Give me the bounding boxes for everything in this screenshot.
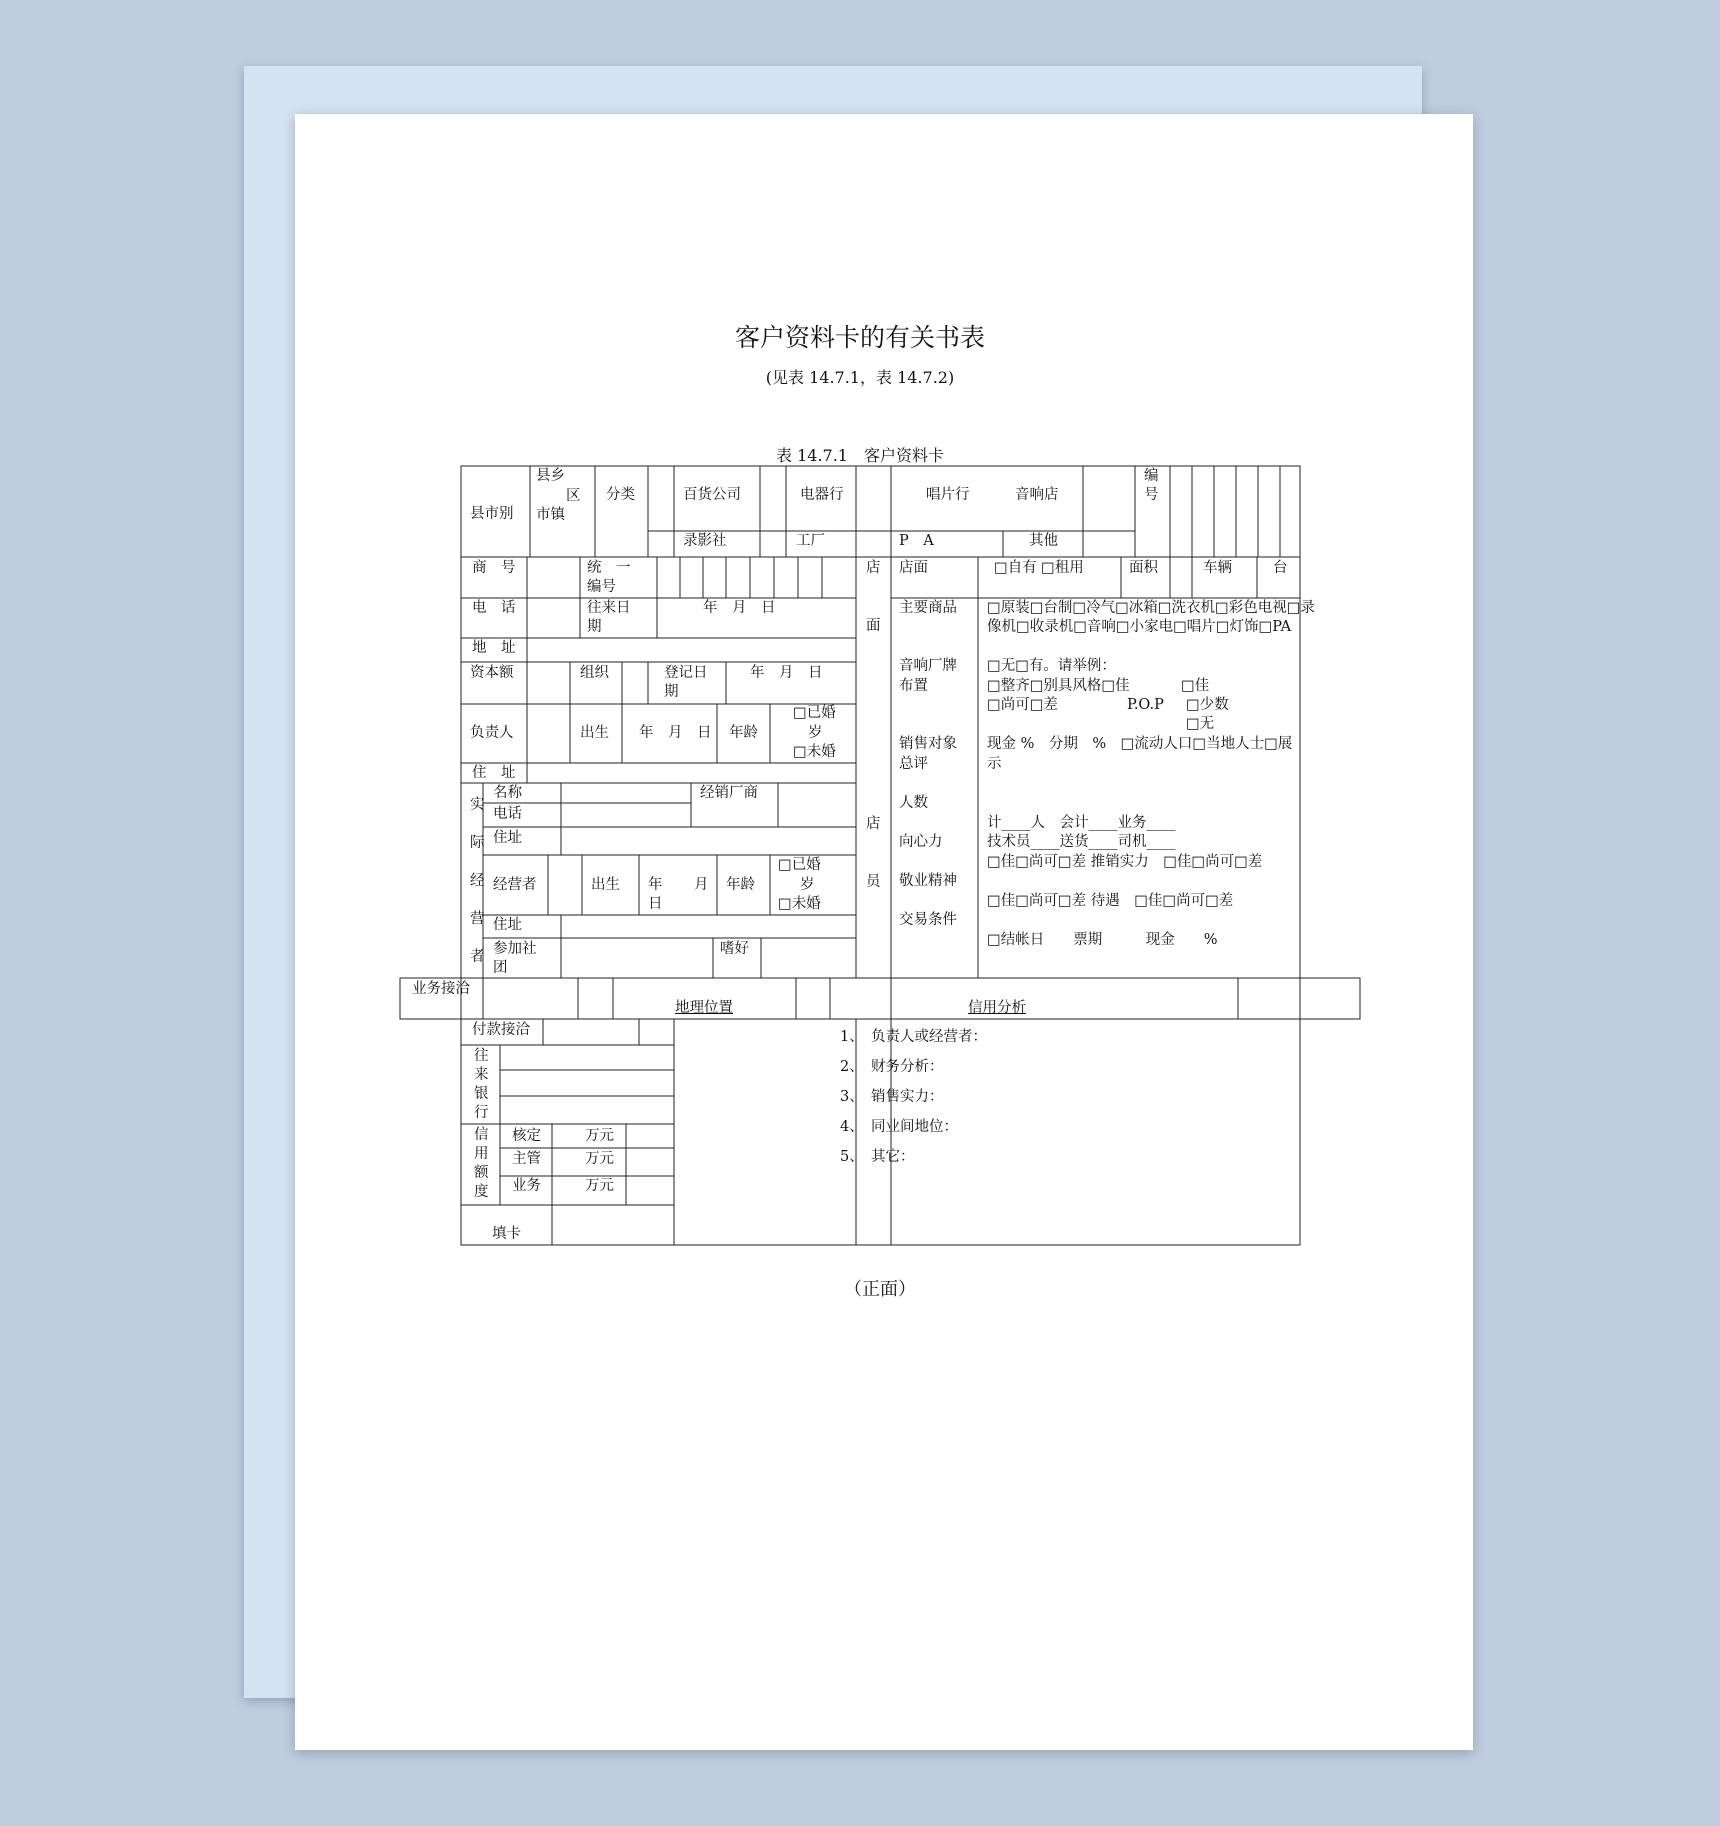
since-date-label: 往来日期 <box>587 600 631 635</box>
staff-col-store: 店 <box>866 816 881 832</box>
store-side-label: 店 <box>866 560 881 576</box>
pop-none: □无 <box>1186 716 1215 732</box>
op-phone-label: 电话 <box>493 806 522 822</box>
operator-year: 年 <box>648 877 663 893</box>
operator-age-label: 年龄 <box>726 877 755 893</box>
business-contact-label: 业务接洽 <box>412 981 470 997</box>
number-label: 编号 <box>1144 468 1159 503</box>
credit-item-2: 2、 财务分析： <box>840 1059 944 1075</box>
main-goods-label: 主要商品 <box>899 600 957 616</box>
operator-unmarried-checkbox: □未婚 <box>778 896 821 912</box>
storefront-owned: □自有 <box>994 560 1037 576</box>
vehicles-label: 车辆 <box>1203 560 1232 576</box>
brand-label-line1: 音响厂牌 <box>899 658 957 674</box>
category-video-shop: 录影社 <box>683 533 727 549</box>
county-city-label: 县市别 <box>470 506 514 522</box>
main-goods-line2: 像机□收录机□音响□小家电□唱片□灯饰□PA <box>987 619 1292 635</box>
township-label-line1: 县乡 <box>536 468 565 484</box>
capital-label: 资本额 <box>470 665 514 681</box>
credit-item-5: 5、 其它： <box>840 1149 915 1165</box>
brand-line2: □整齐□别具风格□佳 <box>987 678 1130 694</box>
township-label-line2: 区 <box>566 488 581 504</box>
vehicles-unit: 台 <box>1273 560 1288 576</box>
dedication-line: □佳□尚可□差 待遇 □佳□尚可□差 <box>987 893 1234 909</box>
sales-target-label-line2: 总评 <box>899 756 928 772</box>
table-caption: 表 14.7.1 客户资料卡 <box>776 446 944 465</box>
address-label: 地 址 <box>472 640 516 656</box>
operator-month: 月 <box>694 877 709 893</box>
operator-birth-label: 出生 <box>591 877 620 893</box>
sales-target-label-line1: 销售对象 <box>899 736 957 752</box>
category-audio-shop: 音响店 <box>1015 487 1059 503</box>
op-dealer-label: 经销厂商 <box>700 785 758 801</box>
married-checkbox: □已婚 <box>793 705 836 721</box>
since-date-ymd: 年 月 日 <box>703 600 776 616</box>
hobby-label: 嗜好 <box>720 941 749 957</box>
front-side-label: （正面） <box>844 1279 916 1300</box>
fill-card-label: 填卡 <box>492 1226 521 1242</box>
brand-good: □佳 <box>1181 678 1210 694</box>
centripetal-label: 向心力 <box>899 834 943 850</box>
sales-target-line2: 示 <box>987 756 1002 772</box>
centripetal-line: □佳□尚可□差 推销实力 □佳□尚可□差 <box>987 854 1263 870</box>
pop-few: □少数 <box>1186 697 1229 713</box>
operator-married-checkbox: □已婚 <box>778 857 821 873</box>
credit-item-1: 1、 负责人或经营者： <box>840 1029 987 1045</box>
document-title: 客户资料卡的有关书表 <box>734 323 985 352</box>
actual-operator-label: 实际经营者 <box>470 797 485 965</box>
sales-target-line1: 现金 % 分期 % □流动人口□当地人士□展 <box>987 736 1293 752</box>
staff-count-label: 人数 <box>899 795 928 811</box>
category-factory: 工厂 <box>796 533 825 549</box>
brand-line1: □无□有。请举例： <box>987 658 1116 674</box>
category-pa: P A <box>899 533 934 549</box>
credit-item-4: 4、 同业间地位： <box>840 1119 958 1135</box>
join-club-label: 参加社团 <box>493 941 537 976</box>
op-name-label: 名称 <box>493 785 522 801</box>
document-subtitle: (见表 14.7.1，表 14.7.2) <box>765 368 955 387</box>
area-label: 面积 <box>1129 560 1158 576</box>
reg-date-label: 登记日期 <box>664 665 708 700</box>
op-address-label: 住址 <box>493 830 522 846</box>
phone-label: 电 话 <box>472 600 516 616</box>
category-label: 分类 <box>606 487 635 503</box>
credit-approved-unit: 万元 <box>585 1128 614 1144</box>
geo-location-heading: 地理位置 <box>675 1000 733 1016</box>
bank-label: 往来银行 <box>474 1048 489 1121</box>
operator-label: 经营者 <box>493 877 537 893</box>
trade-terms-line: □结帐日 票期 现金 % <box>987 932 1218 948</box>
credit-manager-label: 主管 <box>512 1151 541 1167</box>
category-other: 其他 <box>1029 533 1058 549</box>
storefront-label: 店面 <box>899 560 928 576</box>
trade-terms-label: 交易条件 <box>899 912 957 928</box>
operator-day: 日 <box>648 896 663 912</box>
operator-age-unit: 岁 <box>800 877 815 893</box>
credit-manager-unit: 万元 <box>585 1151 614 1167</box>
staff-count-line2: 技术员____送货____司机____ <box>987 834 1176 850</box>
brand-label-line2: 布置 <box>899 678 928 694</box>
credit-item-3: 3、 销售实力： <box>840 1089 944 1105</box>
responsible-label: 负责人 <box>470 725 514 741</box>
township-label-line3: 市镇 <box>536 507 565 523</box>
age-unit: 岁 <box>808 725 823 741</box>
reg-date-ymd: 年 月 日 <box>750 665 823 681</box>
storefront-rented: □租用 <box>1041 560 1084 576</box>
unified-number-label: 统 一 编号 <box>587 560 645 595</box>
main-goods-line1: □原装□台制□冷气□冰箱□洗衣机□彩色电视□录 <box>987 600 1315 616</box>
age-label: 年龄 <box>729 725 758 741</box>
staff-col-staff: 员 <box>866 874 881 890</box>
store-name-label: 商 号 <box>472 560 516 576</box>
residence-label: 住 址 <box>472 765 516 781</box>
staff-count-line1: 计____人 会计____业务____ <box>987 815 1176 831</box>
credit-sales-unit: 万元 <box>585 1178 614 1194</box>
pop-label: P.O.P <box>1127 697 1164 713</box>
category-dept-store: 百货公司 <box>683 487 741 503</box>
birth-ymd: 年 月 日 <box>639 725 712 741</box>
credit-analysis-heading: 信用分析 <box>968 1000 1026 1016</box>
category-record-shop: 唱片行 <box>926 487 970 503</box>
dedication-label: 敬业精神 <box>899 873 957 889</box>
credit-limit-label: 信用额度 <box>474 1127 489 1200</box>
payment-contact-label: 付款接洽 <box>472 1022 530 1038</box>
store-face-col-face: 面 <box>866 618 881 634</box>
organization-label: 组织 <box>580 665 609 681</box>
credit-approved-label: 核定 <box>512 1128 541 1144</box>
brand-line3: □尚可□差 <box>987 697 1058 713</box>
category-electrical: 电器行 <box>800 487 844 503</box>
unmarried-checkbox: □未婚 <box>793 744 836 760</box>
birth-label: 出生 <box>580 725 609 741</box>
credit-sales-label: 业务 <box>512 1178 541 1194</box>
op-residence-label: 住址 <box>493 917 522 933</box>
